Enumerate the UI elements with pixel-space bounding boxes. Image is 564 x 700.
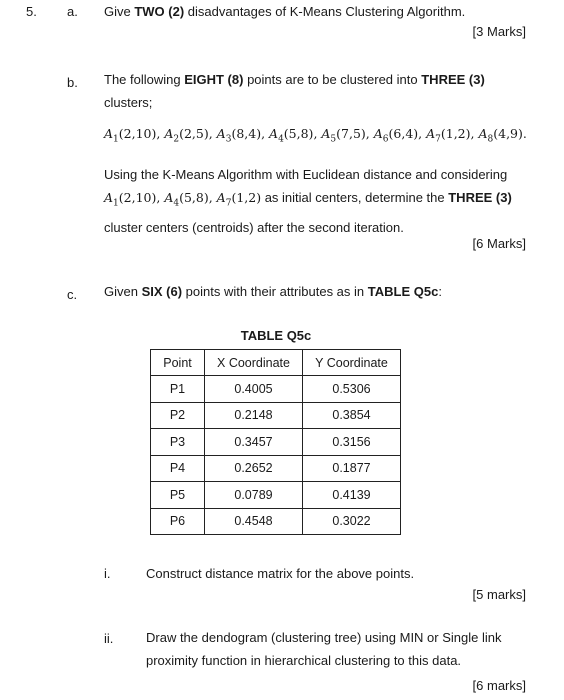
center-coords: (1,2) <box>231 190 262 205</box>
table-cell: 0.0789 <box>205 482 303 509</box>
table-cell: 0.4005 <box>205 376 303 403</box>
point-sub: 5 <box>330 134 337 145</box>
part-a-pre: Give <box>104 4 135 19</box>
point-coords: (5,8) <box>283 126 314 141</box>
center-name: A <box>216 190 226 205</box>
table-row <box>151 508 401 535</box>
point-a1 <box>104 126 157 145</box>
part-b-intro-2: points are to be clustered into <box>243 72 422 87</box>
part-a-post: disadvantages of K-Means Clustering Algorithm. <box>184 4 466 19</box>
center-name: A <box>164 190 174 205</box>
table-cell: 0.2652 <box>205 455 303 482</box>
point-name: A <box>216 126 226 141</box>
part-b-intro-bold-2: THREE (3) <box>421 72 485 87</box>
point-coords: (8,4) <box>231 126 262 141</box>
point-name: A <box>321 126 331 141</box>
points-list: $A_1(2,10)$, $A_2(2,5)$, $A_3(8,4)$, $A_4(5,8)$, $A_5(7,5)$, $A_6(6,4)$, $A_7(1,2)$, $A_8(4,9)$. <box>104 126 527 145</box>
part-b-task-bold: THREE (3) <box>448 190 512 205</box>
part-b-intro-1: The following <box>104 72 185 87</box>
point-sub: 4 <box>278 134 284 145</box>
point-sub: 3 <box>225 134 232 145</box>
part-b-intro-bold-1: EIGHT (8) <box>184 72 244 87</box>
question-number: 5. <box>26 4 37 19</box>
table-cell: 0.1877 <box>303 455 401 482</box>
point-a6 <box>373 126 419 145</box>
point-sub: 7 <box>435 134 441 145</box>
part-c-ii-text <box>146 626 502 672</box>
table-header: Point <box>151 350 205 376</box>
part-c-ii-marks: [6 marks] <box>472 678 526 693</box>
part-c-i-marks: [5 marks] <box>472 587 526 602</box>
point-name: A <box>426 126 436 141</box>
center-coords: (2,10) <box>118 190 157 205</box>
part-b-task <box>104 163 524 239</box>
part-b-intro-3: clusters; <box>104 95 153 110</box>
table-cell: 0.3854 <box>303 402 401 429</box>
center-sub: 7 <box>225 198 232 209</box>
table-cell: 0.4548 <box>205 508 303 535</box>
table-header: X Coordinate <box>205 350 303 376</box>
table-cell: P5 <box>151 482 205 509</box>
part-c-bold-1: SIX (6) <box>141 284 183 299</box>
point-a2 <box>164 126 209 145</box>
table-cell: 0.5306 <box>303 376 401 403</box>
part-c-label: c. <box>67 287 78 302</box>
point-coords: (1,2) <box>440 126 471 141</box>
point-sub: 8 <box>487 134 494 145</box>
table-header: Y Coordinate <box>303 350 401 376</box>
part-c-ii-label: ii. <box>104 631 114 646</box>
point-a4 <box>269 126 314 145</box>
part-b-task-3: cluster centers (centroids) after the second iteration. <box>104 219 404 235</box>
point-name: A <box>104 126 114 141</box>
part-c-text <box>104 284 442 299</box>
part-b-task-2: as initial centers, determine the <box>261 190 449 205</box>
table-cell: 0.3457 <box>205 429 303 456</box>
center-sub: 4 <box>173 198 180 209</box>
part-a-marks: [3 Marks] <box>472 24 526 39</box>
point-a7 <box>426 126 471 145</box>
part-b-task-1: Using the K-Means Algorithm with Euclidean distance and considering <box>104 167 508 182</box>
point-a8 <box>478 126 523 145</box>
table-cell: 0.4139 <box>303 482 401 509</box>
part-c-ii-line-2: proximity function in hierarchical clustering to this data. <box>146 653 462 668</box>
point-coords: (2,5) <box>179 126 209 141</box>
table-cell: 0.3022 <box>303 508 401 535</box>
part-b-marks: [6 Marks] <box>472 236 526 251</box>
points-table <box>150 349 401 535</box>
table-row <box>151 482 401 509</box>
point-sub: 6 <box>382 134 389 145</box>
point-coords: (7,5) <box>336 126 366 141</box>
point-coords: (4,9) <box>493 126 523 141</box>
part-a-text <box>104 4 465 19</box>
table-header-row <box>151 350 401 376</box>
part-c-mid: points with their attributes as in <box>182 284 368 299</box>
point-sub: 1 <box>113 134 119 145</box>
table-row <box>151 455 401 482</box>
point-name: A <box>164 126 174 141</box>
part-c-post: : <box>438 284 442 299</box>
part-c-bold-2: TABLE Q5c <box>367 284 439 299</box>
table-title: TABLE Q5c <box>240 328 312 343</box>
center-name: A <box>104 190 114 205</box>
part-c-i-text: Construct distance matrix for the above points. <box>146 566 415 581</box>
table-cell: 0.2148 <box>205 402 303 429</box>
part-b-intro <box>104 68 524 114</box>
part-a-label: a. <box>67 4 78 19</box>
point-a3 <box>216 126 262 145</box>
point-a5 <box>321 126 366 145</box>
table-cell: 0.3156 <box>303 429 401 456</box>
table-row <box>151 376 401 403</box>
center-coords: (5,8) <box>179 190 209 205</box>
table-cell: P1 <box>151 376 205 403</box>
point-coords: (2,10) <box>118 126 157 141</box>
table-cell: P6 <box>151 508 205 535</box>
table-row <box>151 429 401 456</box>
initial-centers: $A_1(2,10)$, $A_4(5,8)$, $A_7(1,2)$ <box>104 190 262 209</box>
point-sub: 2 <box>173 134 180 145</box>
point-name: A <box>373 126 383 141</box>
part-a-bold: TWO (2) <box>134 4 185 19</box>
point-coords: (6,4) <box>388 126 419 141</box>
part-b-label: b. <box>67 75 78 90</box>
table-cell: P2 <box>151 402 205 429</box>
part-c-pre: Given <box>104 284 142 299</box>
center-sub: 1 <box>113 198 119 209</box>
table-row <box>151 402 401 429</box>
point-name: A <box>269 126 279 141</box>
part-c-i-label: i. <box>104 566 111 581</box>
table-cell: P3 <box>151 429 205 456</box>
part-c-ii-line-1: Draw the dendogram (clustering tree) using MIN or Single link <box>146 630 502 645</box>
table-cell: P4 <box>151 455 205 482</box>
point-name: A <box>478 126 488 141</box>
